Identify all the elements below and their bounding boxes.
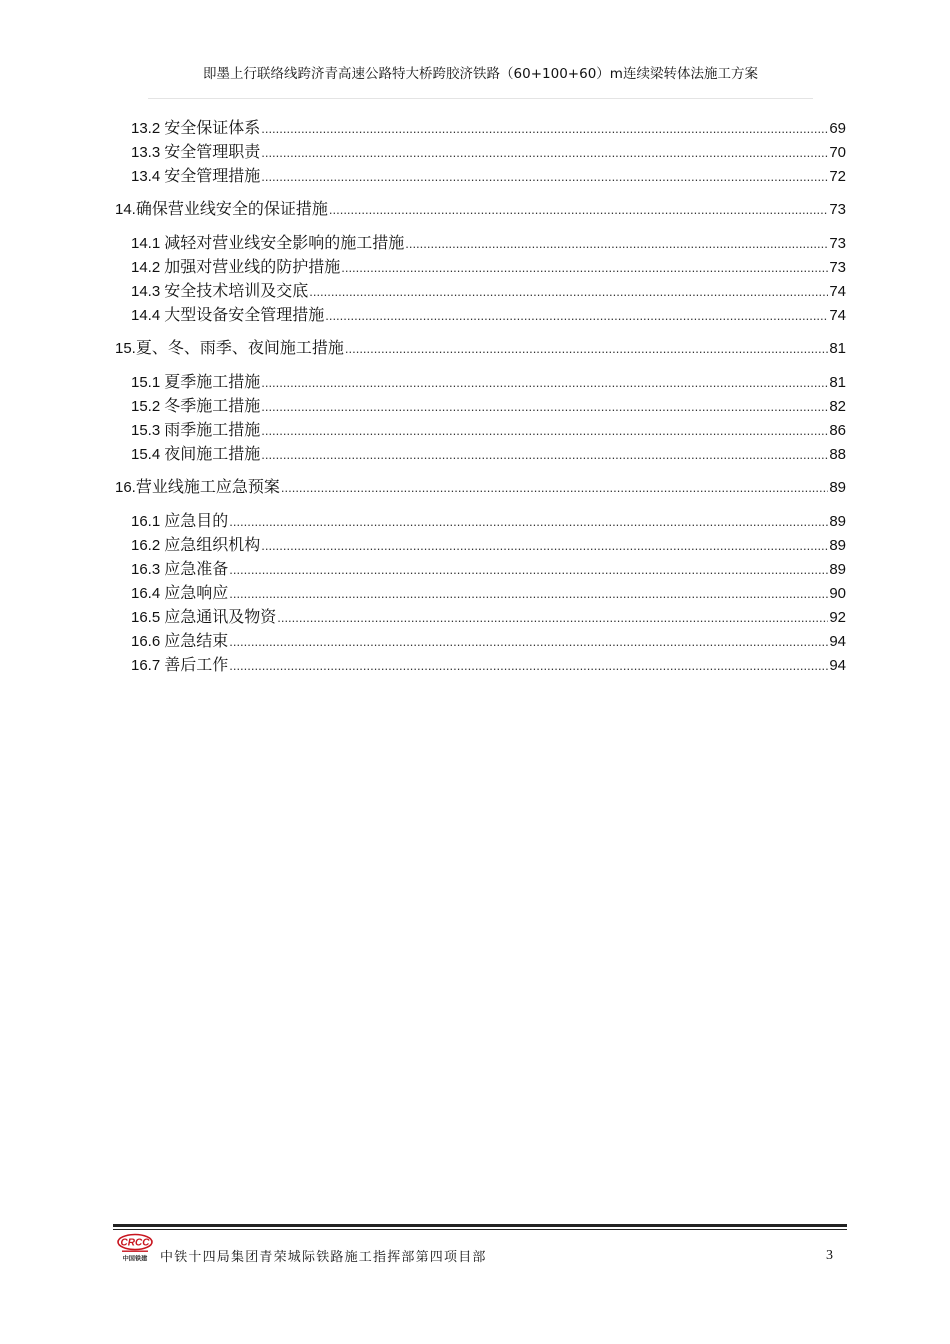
toc-entry-number: 15.2 <box>131 398 161 415</box>
toc-leader-dots <box>261 371 828 395</box>
toc-entry-15-3[interactable] <box>131 418 846 442</box>
toc-entry-14[interactable] <box>115 197 846 221</box>
toc-leader-dots <box>405 232 828 256</box>
toc-entry-label: 善后工作 <box>164 655 229 674</box>
toc-entry-16-6[interactable] <box>131 629 846 653</box>
toc-entry-14-1[interactable] <box>131 231 846 255</box>
toc-leader-dots <box>261 141 828 165</box>
toc-entry-number: 16.6 <box>131 633 161 650</box>
toc-entry-label: 安全技术培训及交底 <box>164 281 309 300</box>
toc-leader-dots <box>229 654 828 678</box>
toc-entry-page: 88 <box>829 446 846 463</box>
toc-entry-page: 72 <box>829 168 846 185</box>
toc-leader-dots <box>261 395 828 419</box>
toc-entry-number: 13.2 <box>131 120 161 137</box>
page-header-title: 即墨上行联络线跨济青高速公路特大桥跨胶济铁路（60+100+60）m连续梁转体法施工方案 <box>203 66 758 82</box>
toc-entry-number: 13.4 <box>131 168 161 185</box>
footer-organization: 中铁十四局集团青荣城际铁路施工指挥部第四项目部 <box>160 1250 487 1265</box>
toc-entry-page: 81 <box>829 374 846 391</box>
toc-entry-13-2[interactable] <box>131 116 846 140</box>
toc-entry-number: 16.3 <box>131 561 161 578</box>
toc-entry-page: 92 <box>829 609 846 626</box>
toc-entry-label: 夏、冬、雨季、夜间施工措施 <box>135 338 344 357</box>
toc-entry-page: 94 <box>829 633 846 650</box>
toc-entry-page: 73 <box>829 201 846 218</box>
toc-entry-number: 15.1 <box>131 374 161 391</box>
toc-entry-label: 营业线施工应急预案 <box>135 477 280 496</box>
toc-entry-14-3[interactable] <box>131 279 846 303</box>
toc-entry-14-2[interactable] <box>131 255 846 279</box>
crcc-logo <box>113 1232 157 1266</box>
toc-entry-page: 86 <box>829 422 846 439</box>
toc-entry-16-3[interactable] <box>131 557 846 581</box>
toc-entry-number: 15.3 <box>131 422 161 439</box>
header-divider <box>148 98 813 99</box>
toc-leader-dots <box>341 256 828 280</box>
toc-entry-16-1[interactable] <box>131 509 846 533</box>
footer-divider-thin <box>113 1229 847 1230</box>
toc-entry-label: 应急通讯及物资 <box>164 607 277 626</box>
toc-entry-number: 16. <box>115 479 136 496</box>
toc-entry-16[interactable] <box>115 475 846 499</box>
toc-entry-label: 应急组织机构 <box>164 535 261 554</box>
toc-entry-page: 89 <box>829 537 846 554</box>
toc-entry-16-5[interactable] <box>131 605 846 629</box>
toc-leader-dots <box>229 510 828 534</box>
toc-entry-number: 16.5 <box>131 609 161 626</box>
toc-entry-label: 大型设备安全管理措施 <box>164 305 325 324</box>
toc-leader-dots <box>229 558 828 582</box>
toc-entry-label: 安全管理职责 <box>164 142 261 161</box>
toc-entry-page: 73 <box>829 235 846 252</box>
toc-leader-dots <box>229 582 828 606</box>
toc-entry-label: 安全保证体系 <box>164 118 261 137</box>
toc-entry-14-4[interactable] <box>131 303 846 327</box>
toc-entry-page: 73 <box>829 259 846 276</box>
toc-entry-number: 14.4 <box>131 307 161 324</box>
toc-entry-page: 70 <box>829 144 846 161</box>
toc-leader-dots <box>261 443 828 467</box>
toc-entry-label: 应急结束 <box>164 631 229 650</box>
toc-leader-dots <box>309 280 828 304</box>
toc-entry-label: 应急目的 <box>164 511 229 530</box>
crcc-logo-icon <box>113 1232 157 1266</box>
toc-entry-page: 81 <box>829 340 846 357</box>
toc-entry-label: 减轻对营业线安全影响的施工措施 <box>164 233 405 252</box>
toc-leader-dots <box>325 304 828 328</box>
toc-entry-label: 冬季施工措施 <box>164 396 261 415</box>
toc-entry-label: 夜间施工措施 <box>164 444 261 463</box>
toc-entry-page: 82 <box>829 398 846 415</box>
toc-leader-dots <box>229 630 828 654</box>
toc-leader-dots <box>261 117 828 141</box>
toc-entry-number: 15.4 <box>131 446 161 463</box>
toc-entry-number: 16.7 <box>131 657 161 674</box>
toc-entry-number: 16.1 <box>131 513 161 530</box>
toc-entry-page: 89 <box>829 561 846 578</box>
toc-entry-16-2[interactable] <box>131 533 846 557</box>
toc-entry-number: 14. <box>115 201 136 218</box>
toc-entry-label: 应急响应 <box>164 583 229 602</box>
toc-entry-label: 加强对营业线的防护措施 <box>164 257 341 276</box>
toc-entry-13-3[interactable] <box>131 140 846 164</box>
toc-leader-dots <box>261 419 828 443</box>
toc-entry-label: 雨季施工措施 <box>164 420 261 439</box>
toc-entry-number: 16.2 <box>131 537 161 554</box>
toc-entry-16-7[interactable] <box>131 653 846 677</box>
toc-entry-13-4[interactable] <box>131 164 846 188</box>
toc-entry-label: 夏季施工措施 <box>164 372 261 391</box>
toc-leader-dots <box>281 476 828 500</box>
toc-entry-page: 74 <box>829 307 846 324</box>
toc-entry-label: 确保营业线安全的保证措施 <box>135 199 328 218</box>
toc-entry-16-4[interactable] <box>131 581 846 605</box>
footer-divider-thick <box>113 1224 847 1227</box>
toc-entry-page: 94 <box>829 657 846 674</box>
toc-entry-label: 应急准备 <box>164 559 229 578</box>
toc-entry-page: 89 <box>829 513 846 530</box>
toc-entry-page: 69 <box>829 120 846 137</box>
footer-page-number: 3 <box>826 1248 833 1263</box>
toc-leader-dots <box>261 534 828 558</box>
toc-entry-page: 89 <box>829 479 846 496</box>
toc-entry-page: 90 <box>829 585 846 602</box>
toc-entry-page: 74 <box>829 283 846 300</box>
toc-entry-15-1[interactable] <box>131 370 846 394</box>
toc-entry-15-4[interactable] <box>131 442 846 466</box>
toc-entry-number: 14.2 <box>131 259 161 276</box>
toc-entry-label: 安全管理措施 <box>164 166 261 185</box>
toc-leader-dots <box>277 606 828 630</box>
toc-entry-15[interactable] <box>115 336 846 360</box>
toc-entry-number: 16.4 <box>131 585 161 602</box>
toc-leader-dots <box>345 337 828 361</box>
crcc-logo-wordmark: CRCC <box>120 1237 150 1249</box>
toc-entry-number: 13.3 <box>131 144 161 161</box>
toc-entry-number: 14.1 <box>131 235 161 252</box>
toc-leader-dots <box>329 198 828 222</box>
crcc-logo-caption: 中国铁建 <box>122 1255 148 1263</box>
toc-entry-number: 14.3 <box>131 283 161 300</box>
toc-entry-15-2[interactable] <box>131 394 846 418</box>
toc-entry-number: 15. <box>115 340 136 357</box>
toc-leader-dots <box>261 165 828 189</box>
